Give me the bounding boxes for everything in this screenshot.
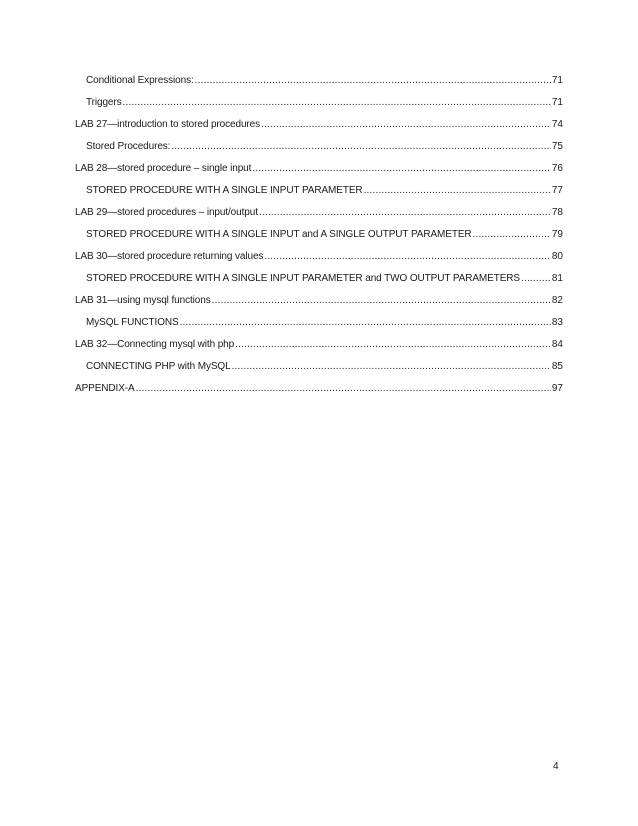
toc-entry-title: Conditional Expressions: (86, 75, 194, 86)
table-of-contents (75, 70, 563, 400)
page-number: 4 (553, 761, 559, 772)
toc-entry-title: APPENDIX-A (75, 383, 135, 394)
toc-entry-page: 81 (551, 273, 563, 284)
toc-dot-leader (195, 70, 551, 92)
toc-entry-title: LAB 32—Connecting mysql with php (75, 339, 235, 350)
toc-entry-page: 83 (551, 317, 563, 328)
toc-entry-title: LAB 27—introduction to stored procedures (75, 119, 260, 130)
toc-entry[interactable] (75, 334, 563, 356)
toc-entry-page: 85 (551, 361, 563, 372)
toc-entry-title: LAB 30—stored procedure returning values (75, 251, 264, 262)
toc-entry-title: CONNECTING PHP with MySQL (86, 361, 231, 372)
toc-entry-title: STORED PROCEDURE WITH A SINGLE INPUT and A SINGLE OUTPUT PARAMETER (86, 229, 472, 240)
toc-entry-page: 80 (551, 251, 563, 262)
toc-dot-leader (171, 136, 551, 158)
toc-entry-page: 84 (551, 339, 563, 350)
toc-dot-leader (136, 378, 551, 400)
toc-dot-leader (521, 268, 551, 290)
toc-dot-leader (364, 180, 551, 202)
toc-entry[interactable] (75, 378, 563, 400)
toc-entry-page: 77 (551, 185, 563, 196)
toc-entry[interactable] (75, 356, 563, 378)
toc-entry-title: LAB 29—stored procedures – input/output (75, 207, 258, 218)
toc-entry[interactable] (75, 70, 563, 92)
toc-entry-title: STORED PROCEDURE WITH A SINGLE INPUT PARAMETER and TWO OUTPUT PARAMETERS (86, 273, 520, 284)
toc-entry-page: 97 (551, 383, 563, 394)
toc-dot-leader (212, 290, 551, 312)
toc-entry[interactable] (75, 246, 563, 268)
toc-entry-page: 79 (551, 229, 563, 240)
toc-entry[interactable] (75, 136, 563, 158)
toc-dot-leader (180, 312, 551, 334)
toc-entry[interactable] (75, 224, 563, 246)
toc-entry[interactable] (75, 202, 563, 224)
toc-dot-leader (252, 158, 551, 180)
toc-entry-page: 76 (551, 163, 563, 174)
toc-dot-leader (232, 356, 551, 378)
toc-entry-page: 75 (551, 141, 563, 152)
toc-dot-leader (473, 224, 551, 246)
toc-entry[interactable] (75, 180, 563, 202)
toc-dot-leader (261, 114, 551, 136)
toc-entry-title: Stored Procedures: (86, 141, 171, 152)
toc-entry-title: Triggers (86, 97, 122, 108)
toc-dot-leader (235, 334, 551, 356)
toc-entry-page: 74 (551, 119, 563, 130)
toc-entry-title: LAB 31—using mysql functions (75, 295, 211, 306)
toc-entry-page: 71 (551, 97, 563, 108)
toc-entry-page: 82 (551, 295, 563, 306)
toc-entry[interactable] (75, 268, 563, 290)
toc-entry-page: 78 (551, 207, 563, 218)
toc-dot-leader (123, 92, 551, 114)
toc-entry[interactable] (75, 312, 563, 334)
toc-entry-title: MySQL FUNCTIONS (86, 317, 179, 328)
toc-entry-page: 71 (551, 75, 563, 86)
toc-entry-title: LAB 28—stored procedure – single input (75, 163, 252, 174)
toc-entry[interactable] (75, 92, 563, 114)
toc-dot-leader (259, 202, 551, 224)
toc-entry-title: STORED PROCEDURE WITH A SINGLE INPUT PARAMETER (86, 185, 363, 196)
toc-entry[interactable] (75, 158, 563, 180)
toc-entry[interactable] (75, 114, 563, 136)
toc-entry[interactable] (75, 290, 563, 312)
toc-dot-leader (264, 246, 551, 268)
